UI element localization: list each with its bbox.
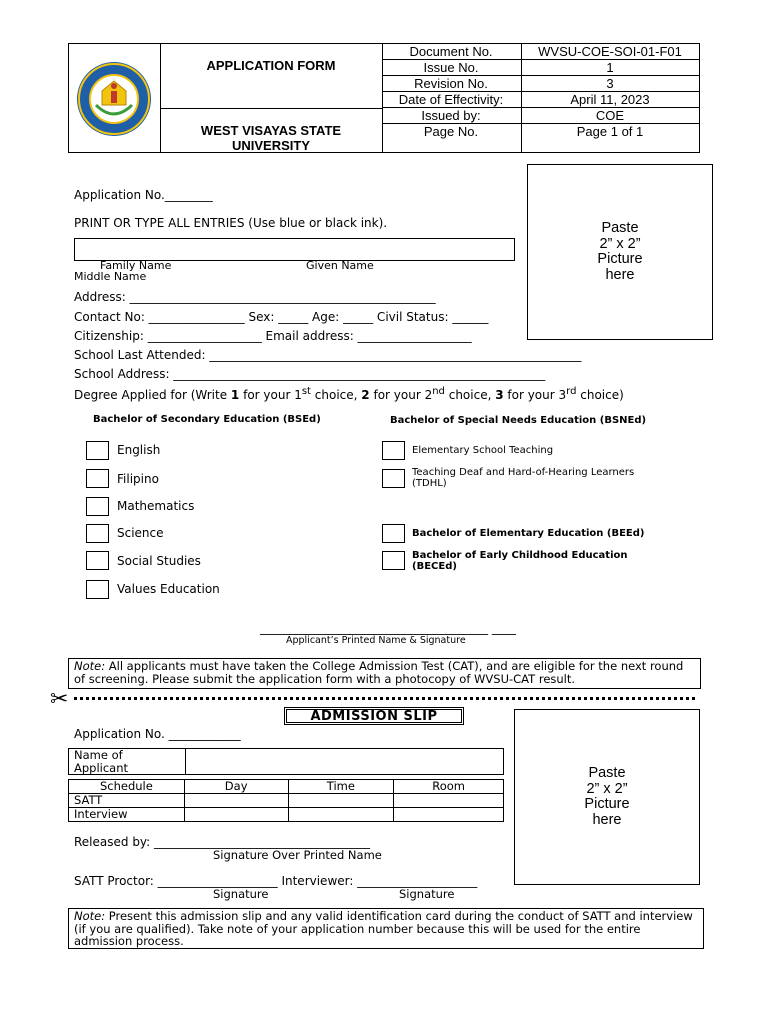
schedule-table [68, 779, 504, 822]
name-input-box[interactable] [74, 238, 515, 261]
note-admission-test: Note: All applicants must have taken the College Admission Test (CAT), and are eligible for the next round of screening. Please submit the application form with a photocopy of WVSU-CAT result. [68, 658, 701, 689]
course-tdhl-abbr: (TDHL) [412, 478, 447, 489]
interview-room-cell[interactable] [394, 808, 504, 822]
header-day: Day [184, 780, 288, 794]
cut-line [74, 697, 695, 700]
course-social-studies: Social Studies [117, 554, 201, 568]
admission-slip-title: ADMISSION SLIP [284, 707, 464, 725]
signature-label: Applicant’s Printed Name & Signature [286, 635, 466, 646]
interview-day-cell[interactable] [184, 808, 288, 822]
note-admission-slip: Note: Present this admission slip and any valid identification card during the conduct of SATT and interview (if you are qualified). Take note of your application number because this will be used for the entire admission process. [68, 908, 704, 949]
citizenship-field[interactable]: Citizenship: ___________________ Email address: ___________________ [74, 329, 472, 343]
bsned-heading: Bachelor of Special Needs Education (BSNEd) [390, 415, 647, 426]
degree-instructions: Degree Applied for (Write 1 for your 1st choice, 2 for your 2nd choice, 3 for your 3rd choice) [74, 386, 624, 402]
course-tdhl: Teaching Deaf and Hard-of-Hearing Learners [412, 467, 635, 478]
course-filipino: Filipino [117, 472, 159, 486]
checkbox-science[interactable] [86, 524, 109, 543]
header-schedule: Schedule [69, 780, 185, 794]
meta-document-no: Document No. WVSU-COE-SOI-01-F01 [409, 44, 682, 59]
satt-room-cell[interactable] [394, 794, 504, 808]
header-room: Room [394, 780, 504, 794]
checkbox-beced[interactable] [382, 551, 405, 570]
course-beed: Bachelor of Elementary Education (BEEd) [412, 528, 645, 539]
middle-name-label: Middle Name [74, 270, 147, 283]
proctor-interviewer-field[interactable]: SATT Proctor: ____________________ Interviewer: ____________________ [74, 874, 478, 888]
course-values-education: Values Education [117, 582, 220, 596]
interviewer-signature-label: Signature [399, 887, 455, 901]
slip-application-no[interactable]: Application No. ____________ [74, 727, 241, 741]
instructions: PRINT OR TYPE ALL ENTRIES (Use blue or black ink). [74, 216, 388, 230]
name-of-applicant-row [68, 748, 504, 775]
meta-revision-no: Revision No. 3 [414, 76, 614, 91]
meta-issue-no: Issue No. 1 [423, 60, 614, 75]
course-science: Science [117, 526, 164, 540]
signature-line[interactable]: ______________________________________ ____ [260, 621, 516, 635]
university-seal-logo [76, 61, 152, 137]
course-beced-abbr: (BECEd) [412, 561, 457, 572]
meta-date-effectivity: Date of Effectivity: April 11, 2023 [398, 92, 650, 107]
given-name-label: Given Name [306, 259, 374, 272]
satt-day-cell[interactable] [184, 794, 288, 808]
checkbox-values-education[interactable] [86, 580, 109, 599]
checkbox-elementary-school-teaching[interactable] [382, 441, 405, 460]
released-by-field[interactable]: Released by: ____________________________________ [74, 835, 371, 849]
contact-field[interactable]: Contact No: ________________ Sex: _____ Age: _____ Civil Status: ______ [74, 310, 489, 324]
course-english: English [117, 443, 161, 457]
course-beced: Bachelor of Early Childhood Education [412, 550, 628, 561]
scissors-icon: ✂ [50, 687, 69, 712]
document-header [68, 43, 700, 153]
checkbox-social-studies[interactable] [86, 551, 109, 570]
slip-photo-box: Paste 2” x 2” Picture here [514, 709, 700, 885]
checkbox-beed[interactable] [382, 524, 405, 543]
checkbox-tdhl[interactable] [382, 469, 405, 488]
form-title: APPLICATION FORM [206, 58, 336, 73]
school-last-attended-field[interactable]: School Last Attended: ______________________________________________________________ [74, 348, 582, 362]
meta-page-no: Page No. Page 1 of 1 [423, 124, 644, 139]
header-time: Time [288, 780, 394, 794]
course-elementary-school-teaching: Elementary School Teaching [412, 445, 554, 456]
photo-box: Paste 2” x 2” Picture here [527, 164, 713, 340]
checkbox-filipino[interactable] [86, 469, 109, 488]
family-name-label: Family Name [100, 259, 172, 272]
checkbox-english[interactable] [86, 441, 109, 460]
school-address-field[interactable]: School Address: ______________________________________________________________ [74, 367, 546, 381]
bsed-heading: Bachelor of Secondary Education (BSEd) [93, 414, 321, 425]
checkbox-mathematics[interactable] [86, 497, 109, 516]
meta-issued-by: Issued by: COE [421, 108, 625, 123]
row-satt: SATT [69, 794, 185, 808]
application-no-field[interactable]: Application No.________ [74, 188, 213, 202]
university-name: WEST VISAYAS STATE UNIVERSITY [200, 123, 342, 153]
row-interview: Interview [69, 808, 185, 822]
course-mathematics: Mathematics [117, 499, 195, 513]
proctor-signature-label: Signature [213, 887, 269, 901]
satt-time-cell[interactable] [288, 794, 394, 808]
name-of-applicant-input[interactable] [186, 749, 503, 774]
interview-time-cell[interactable] [288, 808, 394, 822]
signature-over-printed-name-label: Signature Over Printed Name [213, 848, 382, 862]
name-of-applicant-label: Name of Applicant [74, 748, 129, 775]
address-field[interactable]: Address: ___________________________________________________ [74, 290, 436, 304]
